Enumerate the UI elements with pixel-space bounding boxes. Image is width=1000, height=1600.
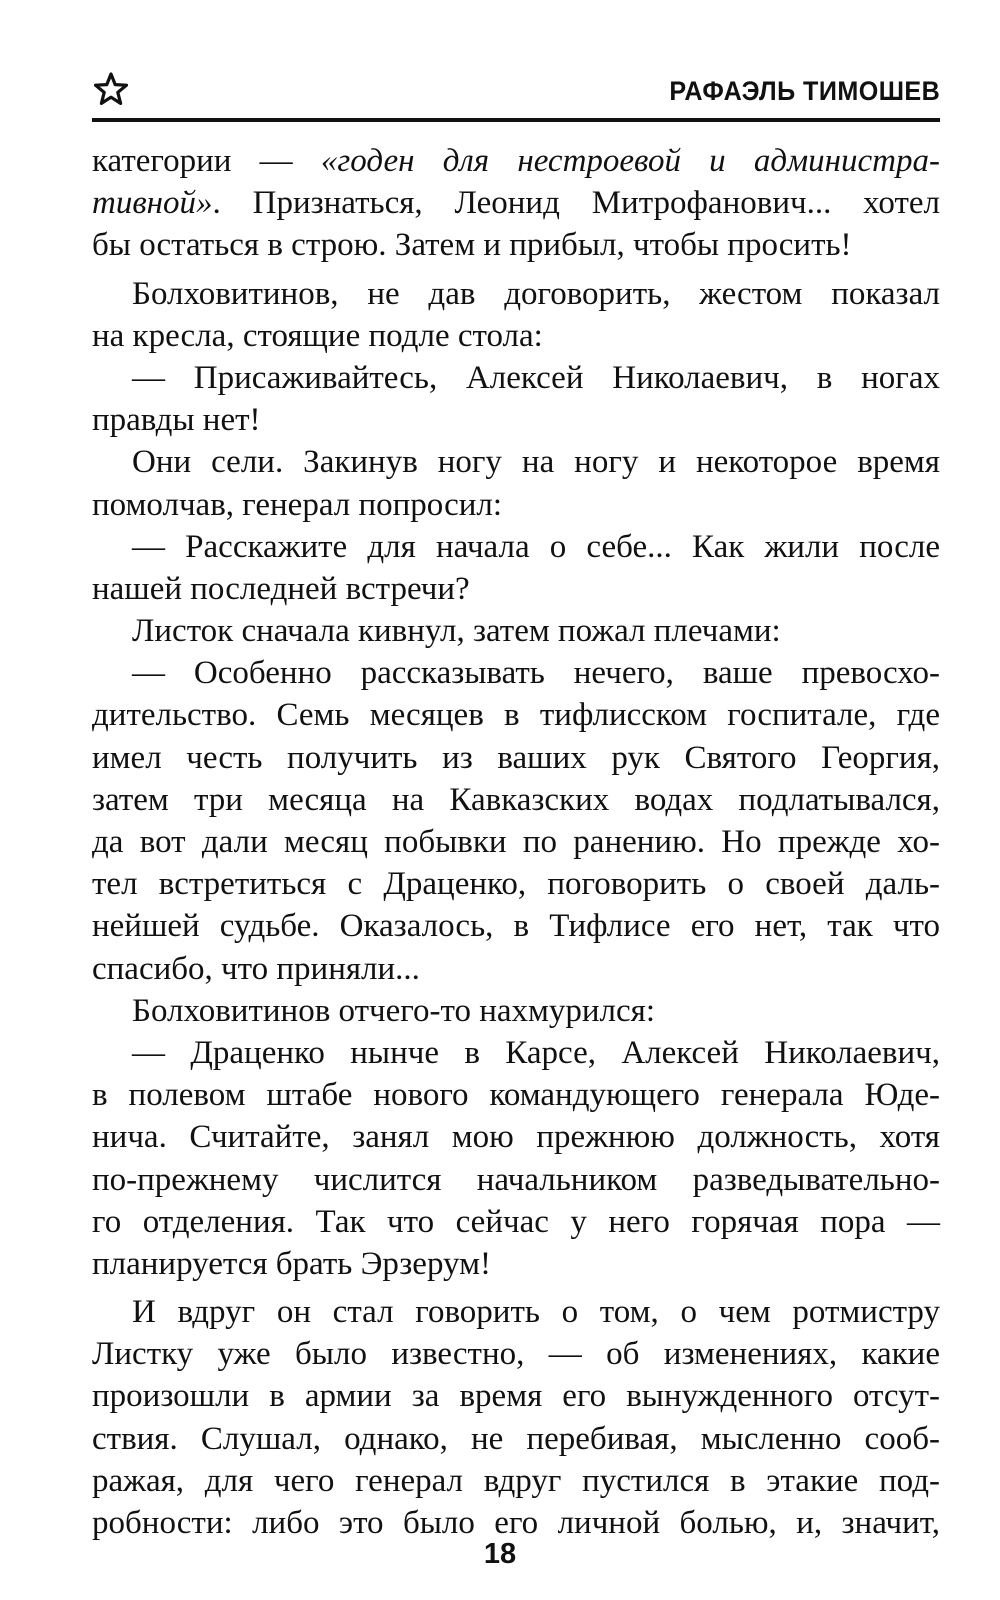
text-line: Болховитинов отчего-то нахмурился:	[132, 992, 656, 1029]
text-line: планируется брать Эрзерум!	[92, 1245, 491, 1282]
text-line: да вот дали месяц побывки по ранению. Но прежде хо-	[92, 824, 940, 860]
text-line: го отделения. Так что сейчас у него горячая пора —	[92, 1203, 940, 1240]
text-line: Листок сначала кивнул, затем пожал плечами:	[132, 613, 781, 650]
text-line: — Расскажите для начала о себе... Как жили после	[132, 528, 940, 565]
text-line: на кресла, стоящие подле стола:	[92, 317, 543, 354]
text-line: правды нет!	[92, 402, 261, 439]
text-line: затем три месяца на Кавказских водах подлатывался,	[92, 781, 940, 818]
italic-phrase: «годен для нестроевой и администра-	[320, 143, 940, 179]
text-line: произошли в армии за время его вынужденного отсут-	[92, 1378, 940, 1415]
text-line: нича. Считайте, занял мою прежнюю должность, хотя	[92, 1119, 940, 1156]
text-line: имел честь получить из ваших рук Святого Георгия,	[92, 739, 940, 776]
body-text	[92, 140, 940, 1544]
text-line: категории — «годен для нестроевой и администра-	[92, 143, 940, 179]
text-line: в полевом штабе нового командующего генерала Юде-	[92, 1077, 940, 1114]
text-line: робности: либо это было его личной болью, и, значит,	[92, 1505, 940, 1541]
running-head: РАФАЭЛЬ ТИМОШЕВ	[669, 76, 940, 106]
text-line: спасибо, что приняли...	[92, 950, 420, 987]
text-line: по-прежнему числится начальником разведывательно-	[92, 1161, 940, 1198]
header-rule	[92, 118, 940, 122]
text-line: Они сели. Закинув ногу на ногу и некоторое время	[132, 444, 940, 481]
text-line: ражая, для чего генерал вдруг пустился в этакие под-	[92, 1462, 940, 1499]
text-line: И вдруг он стал говорить о том, о чем ротмистру	[132, 1294, 940, 1331]
italic-phrase: тивной»	[92, 185, 213, 222]
text-line: бы остаться в строю. Затем и прибыл, чтобы просить!	[92, 227, 852, 264]
text-line: — Драценко нынче в Карсе, Алексей Николаевич,	[132, 1034, 940, 1071]
text-line: Болховитинов, не дав договорить, жестом показал	[132, 275, 940, 312]
text-line: — Особенно рассказывать нечего, ваше превосхо-	[132, 655, 940, 692]
page-number: 18	[483, 1538, 517, 1570]
text-line: — Присаживайтесь, Алексей Николаевич, в ногах	[132, 359, 940, 396]
text-line: дительство. Семь месяцев в тифлисском госпитале, где	[92, 697, 940, 734]
text-line: помолчав, генерал попросил:	[92, 486, 503, 523]
page-header	[92, 68, 940, 120]
text-line: тел встретиться с Драценко, поговорить о своей даль-	[92, 866, 940, 903]
text-line: ствия. Слушал, однако, не перебивая, мысленно сооб-	[92, 1420, 940, 1457]
text-line: нашей последней встречи?	[92, 570, 470, 607]
text-line: Листку уже было известно, — об изменениях, какие	[92, 1336, 940, 1373]
text-line: нейшей судьбе. Оказалось, в Тифлисе его нет, так что	[92, 908, 940, 945]
text-line: тивной». Признаться, Леонид Митрофанович... хотел	[92, 185, 940, 222]
star-outline-icon	[94, 72, 128, 106]
